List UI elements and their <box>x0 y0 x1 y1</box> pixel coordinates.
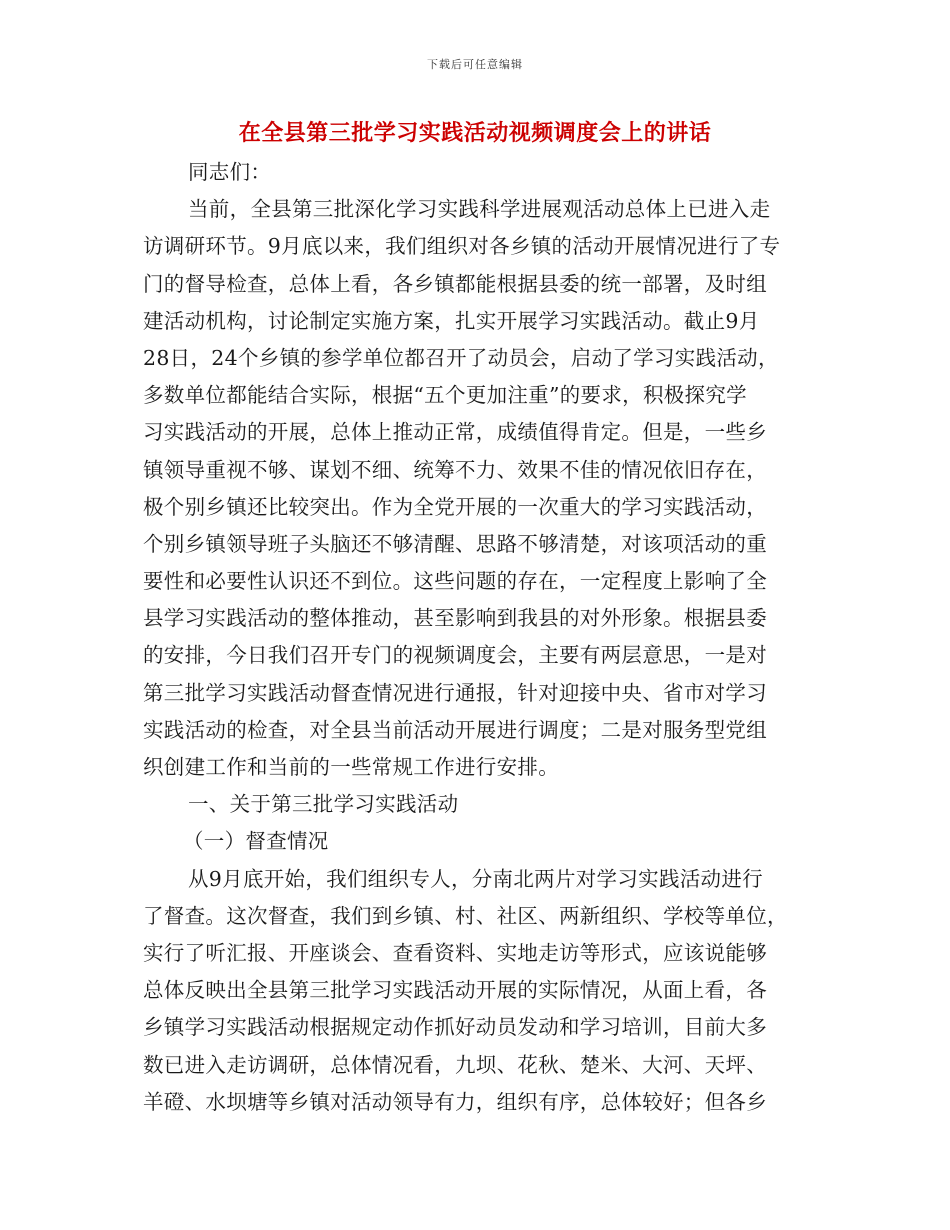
body-line: 实行了听汇报、开座谈会、查看资料、实地走访等形式，应该说能够 <box>143 940 767 965</box>
body-line: 乡镇学习实践活动根据规定动作抓好动员发动和学习培训，目前大多 <box>143 1015 767 1040</box>
body-line: 数已进入走访调研，总体情况看，九坝、花秋、楚米、大河、天坪、 <box>143 1052 767 1077</box>
body-line: 总体反映出全县第三批学习实践活动开展的实际情况，从面上看，各 <box>143 978 767 1003</box>
body-line: 的安排，今日我们召开专门的视频调度会，主要有两层意思，一是对 <box>143 643 767 668</box>
document-body <box>143 154 803 1121</box>
body-line: 当前，全县第三批深化学习实践科学进展观活动总体上已进入走 <box>188 197 771 222</box>
body-line: 实践活动的检查，对全县当前活动开展进行调度；二是对服务型党组 <box>143 717 767 742</box>
body-line: 门的督导检查，总体上看，各乡镇都能根据县委的统一部署，及时组 <box>143 271 767 296</box>
body-line: 要性和必要性认识还不到位。这些问题的存在，一定程度上影响了全 <box>143 569 767 594</box>
header-note: 下载后可任意编辑 <box>427 58 523 71</box>
document-title: 在全县第三批学习实践活动视频调度会上的讲话 <box>238 120 712 146</box>
body-line: 同志们： <box>188 160 272 184</box>
body-line: 28日，24个乡镇的参学单位都召开了动员会，启动了学习实践活动， <box>143 345 779 370</box>
body-line: 极个别乡镇还比较突出。作为全党开展的一次重大的学习实践活动， <box>143 494 767 519</box>
body-line: 了督查。这次督查，我们到乡镇、村、社区、两新组织、学校等单位， <box>143 903 788 928</box>
body-line: 访调研环节。9月底以来，我们组织对各乡镇的活动开展情况进行了专 <box>143 234 781 259</box>
body-line: 建活动机构，讨论制定实施方案，扎实开展学习实践活动。截止9月 <box>143 308 760 333</box>
body-line: 县学习实践活动的整体推动，甚至影响到我县的对外形象。根据县委 <box>143 606 767 631</box>
body-line: 个别乡镇领导班子头脑还不够清醒、思路不够清楚，对该项活动的重 <box>143 531 767 556</box>
body-line: 第三批学习实践活动督查情况进行通报，针对迎接中央、省市对学习 <box>143 680 767 705</box>
body-line: 习实践活动的开展，总体上推动正常，成绩值得肯定。但是，一些乡 <box>143 420 767 445</box>
section-heading: 一、关于第三批学习实践活动 <box>188 792 459 817</box>
subsection-heading: （一）督查情况 <box>183 829 329 854</box>
body-line: 镇领导重视不够、谋划不细、统筹不力、效果不佳的情况依旧存在， <box>143 457 767 482</box>
body-line: 织创建工作和当前的一些常规工作进行安排。 <box>143 755 559 779</box>
body-line: 羊磴、水坝塘等乡镇对活动领导有力，组织有序，总体较好；但各乡 <box>143 1089 767 1114</box>
body-line: 从9月底开始，我们组织专人，分南北两片对学习实践活动进行 <box>188 866 763 891</box>
body-line: 多数单位都能结合实际，根据“五个更加注重”的要求，积极探究学 <box>143 383 747 408</box>
